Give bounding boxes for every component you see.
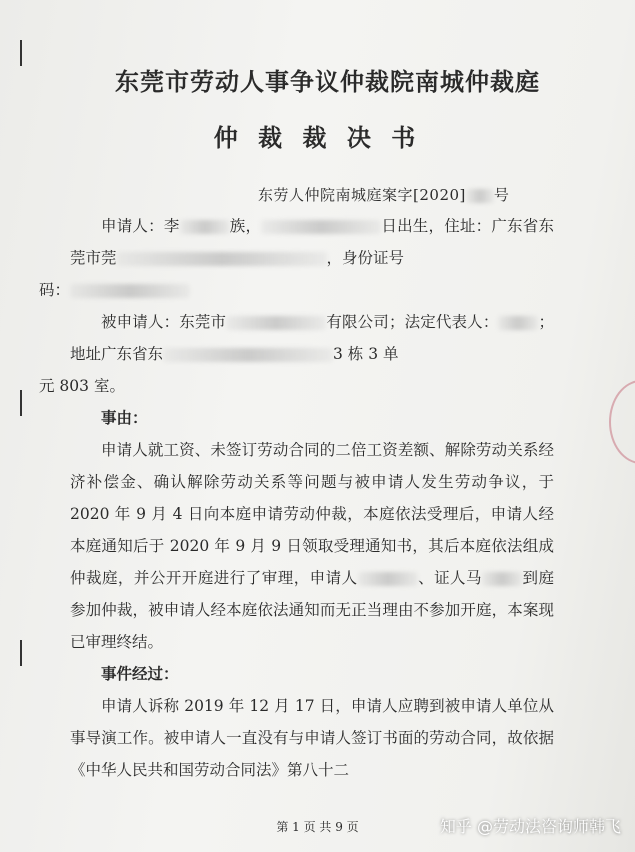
redacted-text — [261, 220, 381, 234]
redacted-text — [117, 252, 327, 266]
respondent-legal-rep: 有限公司；法定代表人： — [326, 313, 499, 331]
applicant-label: 申请人： — [101, 217, 164, 235]
margin-mark — [20, 640, 22, 666]
respondent-label: 被申请人： — [101, 313, 180, 331]
applicant-id-label: ，身份证号 — [326, 249, 405, 267]
redacted-text — [466, 189, 494, 203]
document-body — [39, 210, 554, 786]
applicant-id-prefix: 码： — [39, 281, 71, 299]
section-heading-facts: 事件经过： — [101, 665, 179, 683]
facts-paragraph: 申请人诉称 2019 年 12 月 17 日，申请人应聘到被申请人单位从事导演工作。被申请人一直没有与申请人签订书面的劳动合同，故依据《中华人民共和国劳动合同法》第八十二 — [70, 697, 554, 779]
respondent-building: 3 栋 3 单 — [333, 345, 399, 363]
case-number — [258, 184, 509, 205]
watermark: 知乎 @劳动法咨询师韩飞 — [439, 817, 621, 836]
reason-witness: 、证人马 — [417, 569, 483, 587]
reason-text: 申请人就工资、未签订劳动合同的二倍工资差额、解除劳动关系经济补偿金、确认解除劳动关系等问题与被申请人发生劳动争议，于 2020 年 9 月 4 日向本庭申请劳动仲裁，本庭依法受理后，申请人经本庭通知后于 2020 年 9 月 9 日领取受理通知书，其后本庭依法组成仲裁庭，并公开开庭进行了审理，申请人 — [70, 441, 554, 587]
section-heading-reason: 事由： — [101, 409, 148, 427]
redacted-text — [482, 572, 522, 586]
document-title: 东莞市劳动人事争议仲裁院南城仲裁庭 — [115, 67, 540, 96]
case-number-suffix: 号 — [493, 186, 510, 204]
redacted-text — [70, 284, 190, 298]
reason-paragraph — [70, 434, 554, 658]
document-subtitle: 仲 裁 裁 决 书 — [213, 123, 422, 152]
redacted-text — [163, 348, 333, 362]
redacted-text — [180, 220, 230, 234]
applicant-ethnicity: 族， — [229, 217, 262, 235]
applicant-name: 李 — [163, 217, 180, 235]
respondent-room: 元 803 室。 — [39, 377, 125, 395]
reason-text-end: 到庭参加仲裁，被申请人经本庭依法通知而无正当理由不参加开庭，本案现已审理终结。 — [70, 569, 554, 651]
case-number-text: 东劳人仲院南城庭案字[2020] — [258, 186, 466, 204]
respondent-company: 东莞市 — [179, 313, 227, 331]
page-indicator: 第 1 页 共 9 页 — [276, 820, 359, 834]
applicant-address: 广东省东莞市莞 — [70, 217, 554, 267]
margin-mark — [20, 390, 22, 416]
redacted-text — [226, 316, 326, 330]
applicant-paragraph — [39, 210, 554, 306]
official-seal-stamp — [609, 380, 635, 464]
respondent-address: ；地址广东省东 — [70, 313, 554, 363]
redacted-text — [498, 316, 538, 330]
respondent-paragraph — [39, 306, 554, 402]
applicant-birth: 日出生，住址： — [381, 217, 492, 235]
redacted-text — [358, 572, 418, 586]
